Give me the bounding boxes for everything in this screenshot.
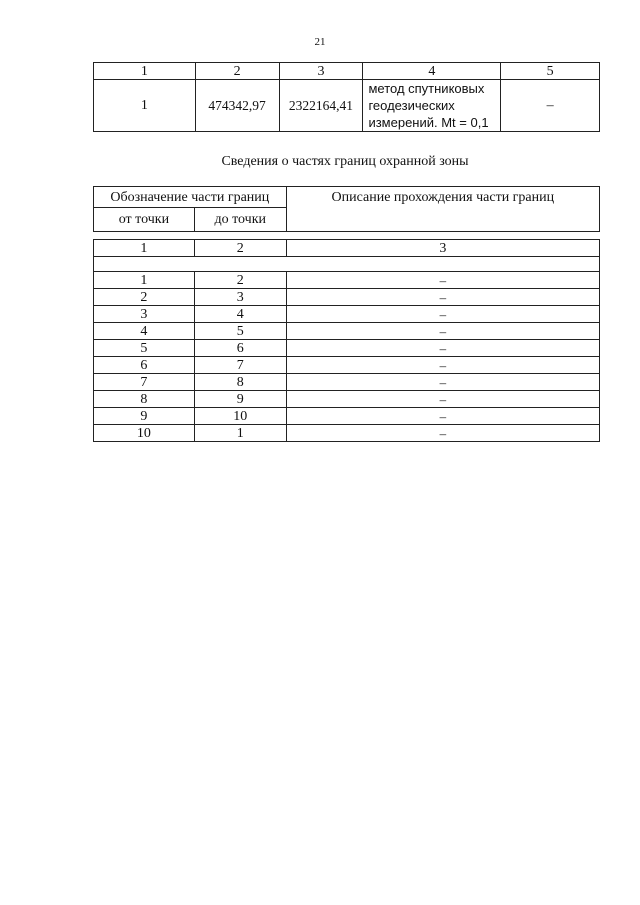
to-point-cell: 4 — [194, 306, 286, 323]
boundary-row — [94, 425, 600, 442]
boundary-description-cell: – — [286, 425, 599, 442]
coordinates-header-cell: 5 — [501, 63, 600, 80]
note-cell: – — [501, 80, 600, 132]
boundary-header-row — [94, 187, 600, 208]
boundary-row — [94, 391, 600, 408]
blank-row — [94, 257, 600, 272]
boundary-rows — [94, 272, 600, 442]
x-coordinate-cell: 474342,97 — [195, 80, 279, 132]
boundary-description-cell: – — [286, 323, 599, 340]
boundary-row — [94, 323, 600, 340]
boundary-description-cell: – — [286, 272, 599, 289]
from-point-cell: 7 — [94, 374, 195, 391]
boundary-parts-table — [93, 186, 600, 442]
boundary-row — [94, 272, 600, 289]
from-point-cell: 4 — [94, 323, 195, 340]
coordinates-header-cell: 4 — [363, 63, 501, 80]
boundary-description-cell: – — [286, 357, 599, 374]
method-cell: метод спутниковых геодезических измерений. Mt = 0,1 — [363, 80, 501, 132]
boundary-row — [94, 306, 600, 323]
boundary-row — [94, 340, 600, 357]
boundary-description-header: Описание прохождения части границ — [286, 187, 599, 232]
to-point-cell: 7 — [194, 357, 286, 374]
from-point-cell: 3 — [94, 306, 195, 323]
section-title: Сведения о частях границ охранной зоны — [221, 154, 469, 169]
to-point-cell: 6 — [194, 340, 286, 357]
blank-row-cell — [94, 257, 600, 272]
boundary-description-cell: – — [286, 340, 599, 357]
coordinates-header-cell: 1 — [94, 63, 196, 80]
table-gap — [94, 232, 600, 240]
boundary-row — [94, 374, 600, 391]
to-point-cell: 9 — [194, 391, 286, 408]
from-point-cell: 1 — [94, 272, 195, 289]
boundary-row — [94, 289, 600, 306]
from-point-cell: 10 — [94, 425, 195, 442]
from-point-cell: 6 — [94, 357, 195, 374]
boundary-description-cell: – — [286, 306, 599, 323]
coordinates-header-cell: 2 — [195, 63, 279, 80]
column-number-cell: 1 — [94, 240, 195, 257]
to-point-cell: 1 — [194, 425, 286, 442]
from-point-cell: 5 — [94, 340, 195, 357]
table-gap-cell — [94, 232, 600, 240]
from-point-cell: 2 — [94, 289, 195, 306]
coordinates-table — [93, 62, 600, 132]
boundary-description-cell: – — [286, 374, 599, 391]
from-point-cell: 9 — [94, 408, 195, 425]
to-point-cell: 8 — [194, 374, 286, 391]
coordinates-header-row — [94, 63, 600, 80]
to-point-cell: 3 — [194, 289, 286, 306]
column-number-cell: 2 — [194, 240, 286, 257]
boundary-description-cell: – — [286, 391, 599, 408]
boundary-designation-header: Обозначение части границ — [94, 187, 287, 208]
page-number: 21 — [314, 36, 326, 48]
to-point-cell: 2 — [194, 272, 286, 289]
coordinates-header-cell: 3 — [279, 63, 363, 80]
to-point-cell: 10 — [194, 408, 286, 425]
boundary-description-cell: – — [286, 289, 599, 306]
from-point-cell: 8 — [94, 391, 195, 408]
boundary-description-cell: – — [286, 408, 599, 425]
from-point-header: от точки — [94, 208, 195, 232]
point-number-cell: 1 — [94, 80, 196, 132]
to-point-header: до точки — [194, 208, 286, 232]
to-point-cell: 5 — [194, 323, 286, 340]
boundary-row — [94, 408, 600, 425]
column-number-cell: 3 — [286, 240, 599, 257]
y-coordinate-cell: 2322164,41 — [279, 80, 363, 132]
coordinates-row — [94, 80, 600, 132]
column-number-row — [94, 240, 600, 257]
boundary-row — [94, 357, 600, 374]
